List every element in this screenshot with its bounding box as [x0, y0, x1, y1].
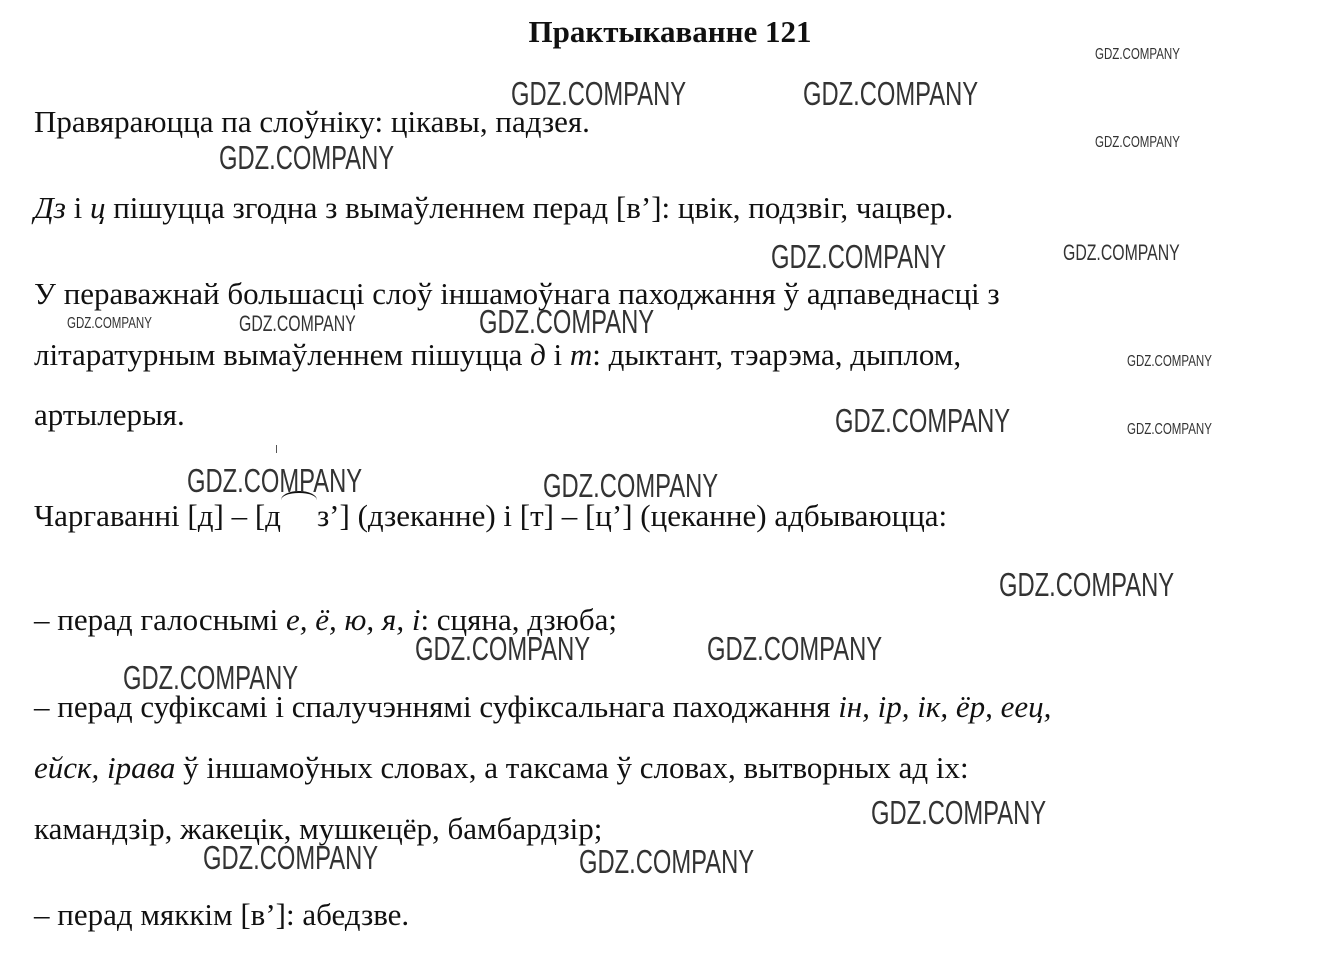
italic-t: т — [569, 337, 593, 372]
page-title: Практыкаванне 121 — [528, 14, 812, 49]
watermark: GDZ.COMPANY — [1063, 240, 1180, 265]
watermark: GDZ.COMPANY — [871, 794, 1047, 831]
watermark: GDZ.COMPANY — [707, 630, 883, 667]
text-fragment: пішуцца згодна з вымаўленнем перад [в’]: цвік, подзвіг, чацвер. — [105, 190, 954, 225]
watermark: GDZ.COMPANY — [203, 839, 379, 876]
text-fragment: : сцяна, дзюба; — [420, 602, 617, 637]
italic-ts: ц — [89, 190, 106, 225]
watermark: GDZ.COMPANY — [543, 467, 719, 504]
watermark: GDZ.COMPANY — [803, 75, 979, 112]
watermark: GDZ.COMPANY — [1095, 134, 1180, 151]
watermark: GDZ.COMPANY — [1095, 46, 1180, 63]
watermark: GDZ.COMPANY — [219, 139, 395, 176]
text-line-3: У пераважнай большасці слоў іншамоўнага паходжання ў адпаведнасці з — [34, 276, 1000, 311]
text-fragment: : дыктант, тэарэма, дыплом, — [592, 337, 962, 372]
text-line-4 — [34, 337, 961, 373]
watermark: GDZ.COMPANY — [511, 75, 687, 112]
italic-suffixes: ін, ір, ік, ёр, еец, — [838, 689, 1052, 724]
italic-vowels: е, ё, ю, я, і — [286, 602, 421, 637]
text-line-9 — [34, 750, 969, 786]
watermark: GDZ.COMPANY — [123, 659, 299, 696]
watermark: GDZ.COMPANY — [579, 843, 755, 880]
italic-dz: Дз — [34, 190, 66, 225]
text-line-5: артылерыя. — [34, 397, 185, 432]
text-fragment: і — [65, 190, 90, 225]
watermark: GDZ.COMPANY — [187, 462, 363, 499]
italic-d: д — [530, 337, 546, 372]
text-fragment: з’] (дзеканне) і [т] – [ц’] (цеканне) адбываюцца: — [316, 498, 948, 533]
watermark: GDZ.COMPANY — [835, 402, 1011, 439]
watermark: GDZ.COMPANY — [67, 315, 152, 332]
text-line-11: – перад мяккім [в’]: абедзве. — [34, 897, 410, 932]
affricate-arc-icon — [281, 525, 317, 526]
stray-mark — [276, 445, 277, 453]
text-fragment: – перад суфіксамі і спалучэннямі суфіксальнага паходжання — [34, 689, 839, 724]
italic-suffixes: ейск, ірава — [34, 750, 176, 785]
text-line-2 — [34, 190, 953, 226]
text-line-1: Правяраюцца па слоўніку: цікавы, падзея. — [34, 104, 590, 139]
watermark: GDZ.COMPANY — [771, 238, 947, 275]
watermark: GDZ.COMPANY — [415, 630, 591, 667]
text-line-6 — [34, 498, 947, 534]
text-line-10: камандзір, жакецік, мушкецёр, бамбардзір; — [34, 811, 603, 846]
watermark: GDZ.COMPANY — [1127, 353, 1212, 370]
text-fragment: літаратурным вымаўленнем пішуцца — [34, 337, 531, 372]
text-fragment: – перад галоснымі — [34, 602, 287, 637]
watermark: GDZ.COMPANY — [1127, 421, 1212, 438]
watermark: GDZ.COMPANY — [999, 566, 1175, 603]
watermark: GDZ.COMPANY — [479, 303, 655, 340]
text-fragment: Чаргаванні [д] – [д — [34, 498, 281, 533]
text-fragment: ў іншамоўных словах, а таксама ў словах, вытворных ад іх: — [175, 750, 969, 785]
watermark: GDZ.COMPANY — [239, 311, 356, 336]
text-fragment: і — [545, 337, 570, 372]
